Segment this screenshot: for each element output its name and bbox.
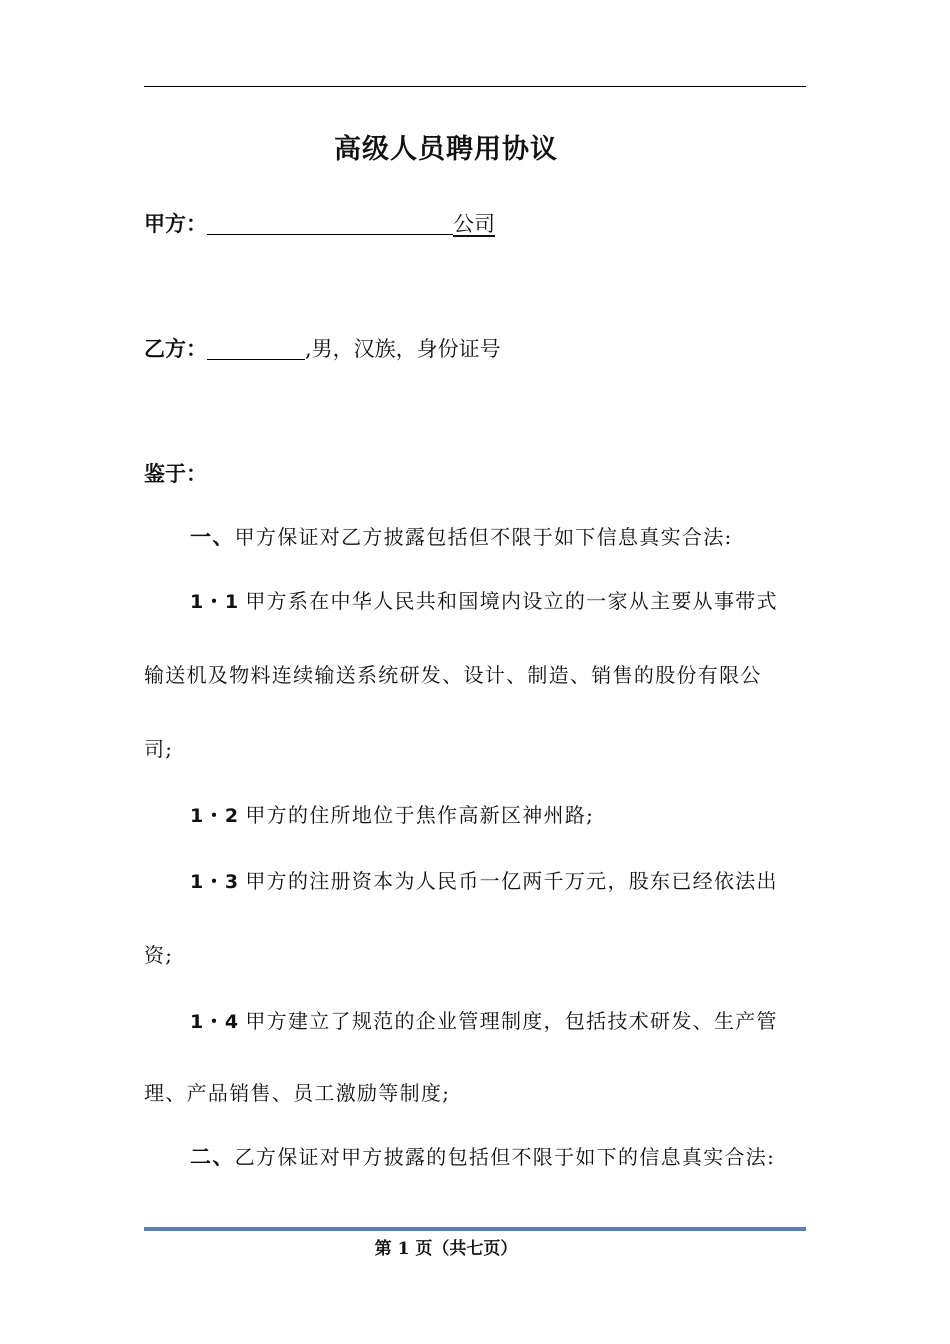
party-a-label: 甲方：	[144, 212, 207, 236]
clause-1-4-line-1	[144, 1006, 852, 1037]
clause-1-4-line-2: 理、产品销售、员工激励等制度;	[144, 1081, 451, 1105]
party-b-line	[144, 334, 501, 364]
section-2-text: 乙方保证对甲方披露的包括但不限于如下的信息真实合法:	[234, 1145, 776, 1169]
party-b-blank	[207, 337, 305, 360]
header-rule	[144, 86, 806, 87]
clause-1-3-line-2: 资;	[144, 943, 174, 967]
clause-1-2-text-1: 甲方的住所地位于焦作高新区神州路;	[245, 803, 595, 827]
party-b-text: ,男，汉族，身份证号	[305, 337, 501, 361]
party-a-suffix: 公司	[453, 212, 495, 236]
document-title: 高级人员聘用协议	[334, 134, 558, 165]
clause-1-3-line-1	[144, 866, 852, 897]
party-a-blank	[207, 212, 453, 235]
clause-1-1-line-1	[144, 586, 852, 617]
section-2-number: 二、	[190, 1145, 235, 1169]
page-number: 第 1 页（共七页）	[374, 1239, 518, 1259]
party-b-label: 乙方：	[144, 337, 207, 361]
clause-1-1-line-3: 司;	[144, 737, 174, 761]
section-1-text: 甲方保证对乙方披露包括但不限于如下信息真实合法:	[234, 525, 733, 549]
section-1-heading	[144, 522, 852, 552]
clause-1-2-number: 1・2	[190, 805, 240, 827]
clause-1-4-text-1: 甲方建立了规范的企业管理制度，包括技术研发、生产管	[245, 1009, 778, 1033]
section-1-number: 一、	[190, 525, 235, 549]
clause-1-4-number: 1・4	[190, 1011, 240, 1033]
clause-1-1-text-1: 甲方系在中华人民共和国境内设立的一家从主要从事带式	[245, 589, 778, 613]
clause-1-1-number: 1・1	[190, 591, 240, 613]
clause-1-1-line-2: 输送机及物料连续输送系统研发、设计、制造、销售的股份有限公	[144, 663, 762, 687]
clause-1-2-line-1	[144, 800, 852, 831]
footer-rule	[144, 1227, 806, 1231]
section-2-heading	[144, 1142, 852, 1172]
whereas-label: 鉴于：	[144, 462, 207, 486]
clause-1-3-number: 1・3	[190, 871, 240, 893]
party-a-line	[144, 209, 495, 239]
clause-1-3-text-1: 甲方的注册资本为人民币一亿两千万元，股东已经依法出	[245, 869, 778, 893]
